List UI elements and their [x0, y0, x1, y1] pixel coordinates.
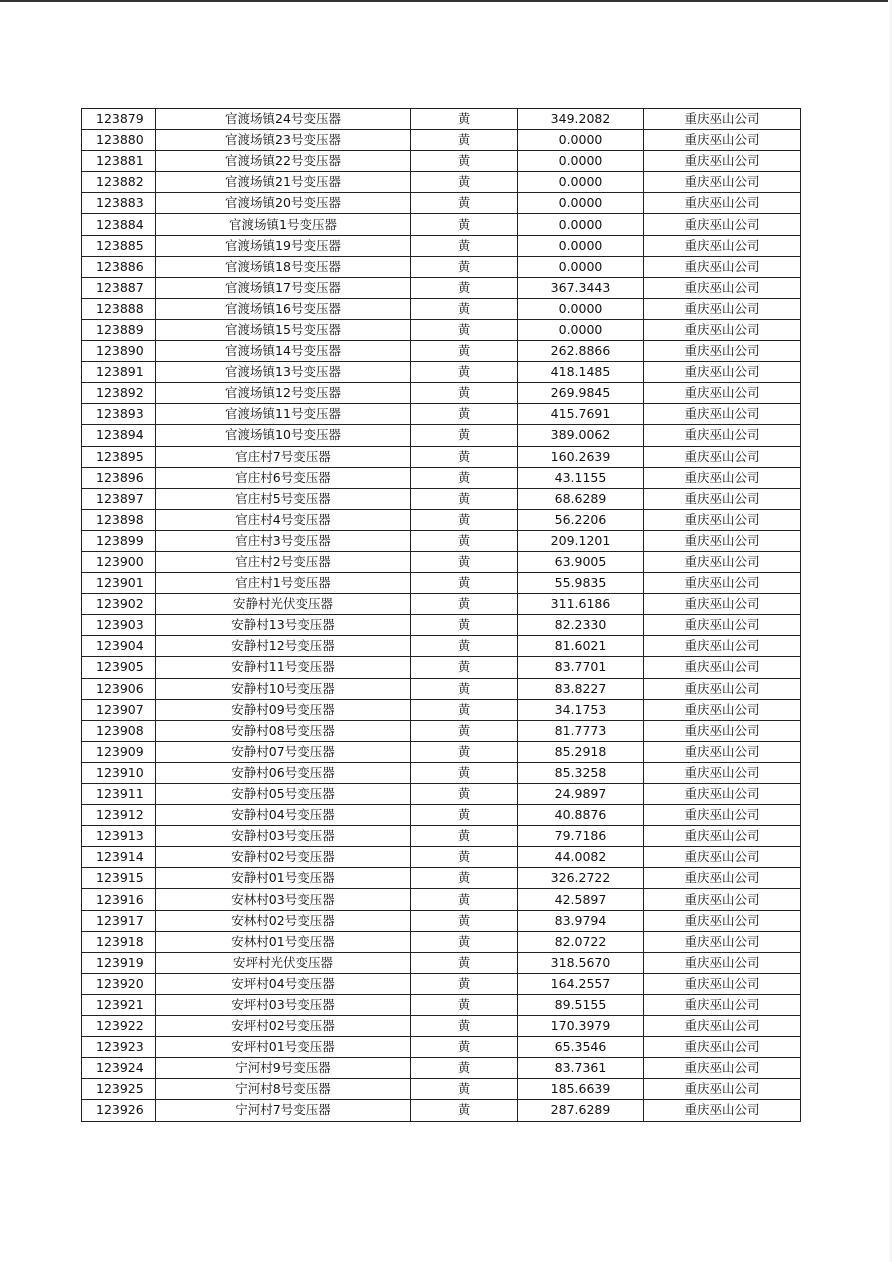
cell-value: 44.0082: [518, 847, 644, 868]
cell-level: 黄: [411, 235, 518, 256]
cell-id: 123902: [82, 594, 156, 615]
cell-company: 重庆巫山公司: [644, 214, 801, 235]
cell-id: 123884: [82, 214, 156, 235]
cell-transformer-name: 官渡场镇1号变压器: [156, 214, 411, 235]
cell-transformer-name: 宁河村9号变压器: [156, 1058, 411, 1079]
table-row: [82, 994, 801, 1015]
cell-id: 123912: [82, 805, 156, 826]
transformer-table: [81, 108, 801, 1122]
cell-transformer-name: 安静村13号变压器: [156, 615, 411, 636]
cell-level: 黄: [411, 720, 518, 741]
cell-level: 黄: [411, 678, 518, 699]
cell-transformer-name: 官庄村5号变压器: [156, 488, 411, 509]
table-row: [82, 889, 801, 910]
cell-value: 42.5897: [518, 889, 644, 910]
cell-id: 123918: [82, 931, 156, 952]
cell-value: 367.3443: [518, 277, 644, 298]
cell-level: 黄: [411, 151, 518, 172]
table-row: [82, 931, 801, 952]
cell-level: 黄: [411, 805, 518, 826]
cell-transformer-name: 官渡场镇21号变压器: [156, 172, 411, 193]
cell-transformer-name: 官渡场镇10号变压器: [156, 425, 411, 446]
cell-transformer-name: 官渡场镇13号变压器: [156, 362, 411, 383]
table-row: [82, 109, 801, 130]
cell-value: 0.0000: [518, 214, 644, 235]
cell-transformer-name: 安静村光伏变压器: [156, 594, 411, 615]
cell-level: 黄: [411, 130, 518, 151]
table-row: [82, 657, 801, 678]
table-row: [82, 214, 801, 235]
table-row: [82, 404, 801, 425]
cell-id: 123916: [82, 889, 156, 910]
cell-level: 黄: [411, 699, 518, 720]
cell-id: 123922: [82, 1016, 156, 1037]
cell-id: 123890: [82, 341, 156, 362]
cell-level: 黄: [411, 341, 518, 362]
cell-company: 重庆巫山公司: [644, 109, 801, 130]
table-row: [82, 1058, 801, 1079]
cell-transformer-name: 宁河村7号变压器: [156, 1100, 411, 1121]
table-row: [82, 868, 801, 889]
cell-company: 重庆巫山公司: [644, 952, 801, 973]
table-row: [82, 784, 801, 805]
cell-company: 重庆巫山公司: [644, 551, 801, 572]
cell-transformer-name: 官渡场镇24号变压器: [156, 109, 411, 130]
cell-level: 黄: [411, 319, 518, 340]
cell-company: 重庆巫山公司: [644, 784, 801, 805]
cell-level: 黄: [411, 636, 518, 657]
cell-level: 黄: [411, 109, 518, 130]
cell-company: 重庆巫山公司: [644, 509, 801, 530]
table-row: [82, 952, 801, 973]
cell-value: 326.2722: [518, 868, 644, 889]
cell-level: 黄: [411, 362, 518, 383]
cell-transformer-name: 安静村11号变压器: [156, 657, 411, 678]
cell-id: 123881: [82, 151, 156, 172]
cell-company: 重庆巫山公司: [644, 277, 801, 298]
cell-id: 123920: [82, 973, 156, 994]
table-row: [82, 362, 801, 383]
cell-id: 123924: [82, 1058, 156, 1079]
cell-level: 黄: [411, 1079, 518, 1100]
cell-company: 重庆巫山公司: [644, 446, 801, 467]
cell-value: 0.0000: [518, 151, 644, 172]
table-row: [82, 573, 801, 594]
cell-level: 黄: [411, 425, 518, 446]
cell-id: 123894: [82, 425, 156, 446]
cell-level: 黄: [411, 994, 518, 1015]
cell-id: 123900: [82, 551, 156, 572]
cell-value: 82.2330: [518, 615, 644, 636]
cell-value: 418.1485: [518, 362, 644, 383]
cell-id: 123895: [82, 446, 156, 467]
cell-company: 重庆巫山公司: [644, 805, 801, 826]
cell-transformer-name: 官庄村2号变压器: [156, 551, 411, 572]
table-row: [82, 298, 801, 319]
cell-id: 123893: [82, 404, 156, 425]
table-row: [82, 615, 801, 636]
cell-transformer-name: 安静村06号变压器: [156, 762, 411, 783]
cell-company: 重庆巫山公司: [644, 130, 801, 151]
cell-company: 重庆巫山公司: [644, 910, 801, 931]
cell-value: 34.1753: [518, 699, 644, 720]
cell-value: 0.0000: [518, 235, 644, 256]
cell-transformer-name: 安坪村03号变压器: [156, 994, 411, 1015]
cell-level: 黄: [411, 847, 518, 868]
table-row: [82, 172, 801, 193]
cell-value: 170.3979: [518, 1016, 644, 1037]
table-row: [82, 383, 801, 404]
cell-transformer-name: 官渡场镇14号变压器: [156, 341, 411, 362]
cell-id: 123889: [82, 319, 156, 340]
cell-company: 重庆巫山公司: [644, 193, 801, 214]
cell-level: 黄: [411, 214, 518, 235]
table-row: [82, 509, 801, 530]
cell-id: 123904: [82, 636, 156, 657]
cell-transformer-name: 官渡场镇22号变压器: [156, 151, 411, 172]
table-row: [82, 319, 801, 340]
cell-id: 123906: [82, 678, 156, 699]
cell-level: 黄: [411, 910, 518, 931]
cell-level: 黄: [411, 277, 518, 298]
cell-company: 重庆巫山公司: [644, 636, 801, 657]
cell-transformer-name: 官渡场镇17号变压器: [156, 277, 411, 298]
table-row: [82, 130, 801, 151]
cell-transformer-name: 安林村03号变压器: [156, 889, 411, 910]
table-row: [82, 1079, 801, 1100]
page-top-border: [0, 0, 892, 2]
cell-company: 重庆巫山公司: [644, 488, 801, 509]
cell-company: 重庆巫山公司: [644, 868, 801, 889]
cell-id: 123879: [82, 109, 156, 130]
cell-level: 黄: [411, 973, 518, 994]
cell-value: 81.6021: [518, 636, 644, 657]
cell-value: 311.6186: [518, 594, 644, 615]
cell-id: 123896: [82, 467, 156, 488]
cell-value: 43.1155: [518, 467, 644, 488]
table-row: [82, 973, 801, 994]
cell-level: 黄: [411, 551, 518, 572]
table-row: [82, 551, 801, 572]
cell-value: 83.7701: [518, 657, 644, 678]
cell-transformer-name: 官渡场镇12号变压器: [156, 383, 411, 404]
table-row: [82, 741, 801, 762]
table-row: [82, 1037, 801, 1058]
cell-id: 123905: [82, 657, 156, 678]
cell-transformer-name: 官渡场镇15号变压器: [156, 319, 411, 340]
cell-id: 123882: [82, 172, 156, 193]
cell-transformer-name: 安静村04号变压器: [156, 805, 411, 826]
cell-company: 重庆巫山公司: [644, 699, 801, 720]
cell-company: 重庆巫山公司: [644, 931, 801, 952]
table-row: [82, 1100, 801, 1121]
cell-id: 123919: [82, 952, 156, 973]
cell-value: 0.0000: [518, 256, 644, 277]
cell-transformer-name: 官渡场镇16号变压器: [156, 298, 411, 319]
table-row: [82, 530, 801, 551]
cell-company: 重庆巫山公司: [644, 151, 801, 172]
cell-level: 黄: [411, 1016, 518, 1037]
cell-value: 185.6639: [518, 1079, 644, 1100]
cell-level: 黄: [411, 741, 518, 762]
cell-id: 123926: [82, 1100, 156, 1121]
cell-id: 123897: [82, 488, 156, 509]
cell-id: 123917: [82, 910, 156, 931]
cell-level: 黄: [411, 530, 518, 551]
cell-id: 123885: [82, 235, 156, 256]
cell-value: 389.0062: [518, 425, 644, 446]
cell-transformer-name: 官渡场镇23号变压器: [156, 130, 411, 151]
cell-transformer-name: 官渡场镇19号变压器: [156, 235, 411, 256]
cell-transformer-name: 安坪村01号变压器: [156, 1037, 411, 1058]
cell-transformer-name: 安静村08号变压器: [156, 720, 411, 741]
cell-transformer-name: 宁河村8号变压器: [156, 1079, 411, 1100]
cell-value: 349.2082: [518, 109, 644, 130]
cell-value: 63.9005: [518, 551, 644, 572]
cell-company: 重庆巫山公司: [644, 235, 801, 256]
cell-level: 黄: [411, 762, 518, 783]
cell-transformer-name: 官庄村6号变压器: [156, 467, 411, 488]
cell-id: 123908: [82, 720, 156, 741]
cell-value: 85.3258: [518, 762, 644, 783]
cell-company: 重庆巫山公司: [644, 594, 801, 615]
cell-level: 黄: [411, 509, 518, 530]
cell-value: 24.9897: [518, 784, 644, 805]
cell-level: 黄: [411, 1100, 518, 1121]
cell-transformer-name: 官庄村1号变压器: [156, 573, 411, 594]
cell-level: 黄: [411, 657, 518, 678]
cell-company: 重庆巫山公司: [644, 319, 801, 340]
cell-id: 123911: [82, 784, 156, 805]
cell-level: 黄: [411, 826, 518, 847]
cell-company: 重庆巫山公司: [644, 530, 801, 551]
cell-transformer-name: 安静村07号变压器: [156, 741, 411, 762]
cell-id: 123892: [82, 383, 156, 404]
table-row: [82, 826, 801, 847]
cell-company: 重庆巫山公司: [644, 1058, 801, 1079]
cell-company: 重庆巫山公司: [644, 172, 801, 193]
cell-id: 123898: [82, 509, 156, 530]
cell-id: 123901: [82, 573, 156, 594]
cell-company: 重庆巫山公司: [644, 1079, 801, 1100]
cell-level: 黄: [411, 784, 518, 805]
cell-transformer-name: 安静村01号变压器: [156, 868, 411, 889]
cell-company: 重庆巫山公司: [644, 404, 801, 425]
cell-level: 黄: [411, 889, 518, 910]
table-row: [82, 720, 801, 741]
cell-company: 重庆巫山公司: [644, 973, 801, 994]
table-row: [82, 910, 801, 931]
table-row: [82, 193, 801, 214]
cell-level: 黄: [411, 1037, 518, 1058]
cell-id: 123910: [82, 762, 156, 783]
cell-level: 黄: [411, 172, 518, 193]
cell-value: 262.8866: [518, 341, 644, 362]
page-edge-shadow: [888, 0, 892, 1262]
cell-id: 123899: [82, 530, 156, 551]
cell-id: 123887: [82, 277, 156, 298]
cell-company: 重庆巫山公司: [644, 1016, 801, 1037]
cell-value: 0.0000: [518, 130, 644, 151]
cell-transformer-name: 安静村02号变压器: [156, 847, 411, 868]
cell-level: 黄: [411, 193, 518, 214]
cell-transformer-name: 安林村02号变压器: [156, 910, 411, 931]
cell-company: 重庆巫山公司: [644, 256, 801, 277]
table-row: [82, 277, 801, 298]
cell-value: 79.7186: [518, 826, 644, 847]
cell-company: 重庆巫山公司: [644, 341, 801, 362]
cell-id: 123921: [82, 994, 156, 1015]
cell-value: 209.1201: [518, 530, 644, 551]
table-row: [82, 467, 801, 488]
cell-company: 重庆巫山公司: [644, 720, 801, 741]
cell-company: 重庆巫山公司: [644, 741, 801, 762]
cell-company: 重庆巫山公司: [644, 573, 801, 594]
cell-company: 重庆巫山公司: [644, 1037, 801, 1058]
cell-value: 269.9845: [518, 383, 644, 404]
table-row: [82, 235, 801, 256]
table-row: [82, 1016, 801, 1037]
cell-company: 重庆巫山公司: [644, 826, 801, 847]
cell-value: 160.2639: [518, 446, 644, 467]
table-row: [82, 699, 801, 720]
cell-company: 重庆巫山公司: [644, 615, 801, 636]
cell-id: 123883: [82, 193, 156, 214]
cell-company: 重庆巫山公司: [644, 657, 801, 678]
cell-company: 重庆巫山公司: [644, 1100, 801, 1121]
cell-company: 重庆巫山公司: [644, 383, 801, 404]
cell-id: 123903: [82, 615, 156, 636]
cell-id: 123909: [82, 741, 156, 762]
cell-id: 123913: [82, 826, 156, 847]
cell-transformer-name: 安静村10号变压器: [156, 678, 411, 699]
cell-company: 重庆巫山公司: [644, 362, 801, 383]
cell-id: 123914: [82, 847, 156, 868]
table-row: [82, 425, 801, 446]
cell-transformer-name: 安静村09号变压器: [156, 699, 411, 720]
cell-level: 黄: [411, 298, 518, 319]
cell-company: 重庆巫山公司: [644, 425, 801, 446]
cell-level: 黄: [411, 467, 518, 488]
cell-value: 89.5155: [518, 994, 644, 1015]
cell-level: 黄: [411, 573, 518, 594]
cell-company: 重庆巫山公司: [644, 762, 801, 783]
cell-level: 黄: [411, 868, 518, 889]
table-row: [82, 256, 801, 277]
cell-id: 123925: [82, 1079, 156, 1100]
cell-transformer-name: 官渡场镇11号变压器: [156, 404, 411, 425]
cell-transformer-name: 官庄村3号变压器: [156, 530, 411, 551]
cell-value: 55.9835: [518, 573, 644, 594]
cell-level: 黄: [411, 488, 518, 509]
cell-level: 黄: [411, 615, 518, 636]
cell-value: 287.6289: [518, 1100, 644, 1121]
cell-company: 重庆巫山公司: [644, 994, 801, 1015]
cell-id: 123886: [82, 256, 156, 277]
cell-company: 重庆巫山公司: [644, 678, 801, 699]
cell-level: 黄: [411, 446, 518, 467]
cell-transformer-name: 安坪村光伏变压器: [156, 952, 411, 973]
cell-value: 82.0722: [518, 931, 644, 952]
cell-value: 81.7773: [518, 720, 644, 741]
cell-transformer-name: 官庄村7号变压器: [156, 446, 411, 467]
cell-value: 65.3546: [518, 1037, 644, 1058]
table-row: [82, 678, 801, 699]
table-row: [82, 636, 801, 657]
cell-company: 重庆巫山公司: [644, 847, 801, 868]
cell-id: 123891: [82, 362, 156, 383]
cell-value: 56.2206: [518, 509, 644, 530]
cell-value: 83.7361: [518, 1058, 644, 1079]
cell-level: 黄: [411, 594, 518, 615]
cell-transformer-name: 安静村12号变压器: [156, 636, 411, 657]
cell-value: 0.0000: [518, 319, 644, 340]
cell-value: 164.2557: [518, 973, 644, 994]
cell-value: 83.8227: [518, 678, 644, 699]
cell-level: 黄: [411, 383, 518, 404]
cell-transformer-name: 官渡场镇20号变压器: [156, 193, 411, 214]
table-row: [82, 341, 801, 362]
cell-transformer-name: 安静村05号变压器: [156, 784, 411, 805]
table-row: [82, 446, 801, 467]
cell-transformer-name: 安林村01号变压器: [156, 931, 411, 952]
cell-value: 415.7691: [518, 404, 644, 425]
cell-level: 黄: [411, 404, 518, 425]
table-body: [82, 109, 801, 1122]
cell-value: 318.5670: [518, 952, 644, 973]
cell-value: 40.8876: [518, 805, 644, 826]
cell-company: 重庆巫山公司: [644, 467, 801, 488]
cell-level: 黄: [411, 931, 518, 952]
table-row: [82, 805, 801, 826]
cell-id: 123915: [82, 868, 156, 889]
cell-transformer-name: 官渡场镇18号变压器: [156, 256, 411, 277]
cell-level: 黄: [411, 256, 518, 277]
cell-value: 85.2918: [518, 741, 644, 762]
table-row: [82, 594, 801, 615]
cell-company: 重庆巫山公司: [644, 298, 801, 319]
cell-value: 0.0000: [518, 298, 644, 319]
cell-level: 黄: [411, 1058, 518, 1079]
cell-transformer-name: 安静村03号变压器: [156, 826, 411, 847]
table-row: [82, 488, 801, 509]
table-row: [82, 151, 801, 172]
cell-id: 123907: [82, 699, 156, 720]
cell-company: 重庆巫山公司: [644, 889, 801, 910]
cell-transformer-name: 安坪村02号变压器: [156, 1016, 411, 1037]
cell-level: 黄: [411, 952, 518, 973]
cell-id: 123923: [82, 1037, 156, 1058]
table-row: [82, 762, 801, 783]
cell-transformer-name: 官庄村4号变压器: [156, 509, 411, 530]
cell-value: 0.0000: [518, 172, 644, 193]
cell-value: 0.0000: [518, 193, 644, 214]
cell-value: 68.6289: [518, 488, 644, 509]
cell-transformer-name: 安坪村04号变压器: [156, 973, 411, 994]
cell-id: 123880: [82, 130, 156, 151]
table-row: [82, 847, 801, 868]
cell-id: 123888: [82, 298, 156, 319]
cell-value: 83.9794: [518, 910, 644, 931]
